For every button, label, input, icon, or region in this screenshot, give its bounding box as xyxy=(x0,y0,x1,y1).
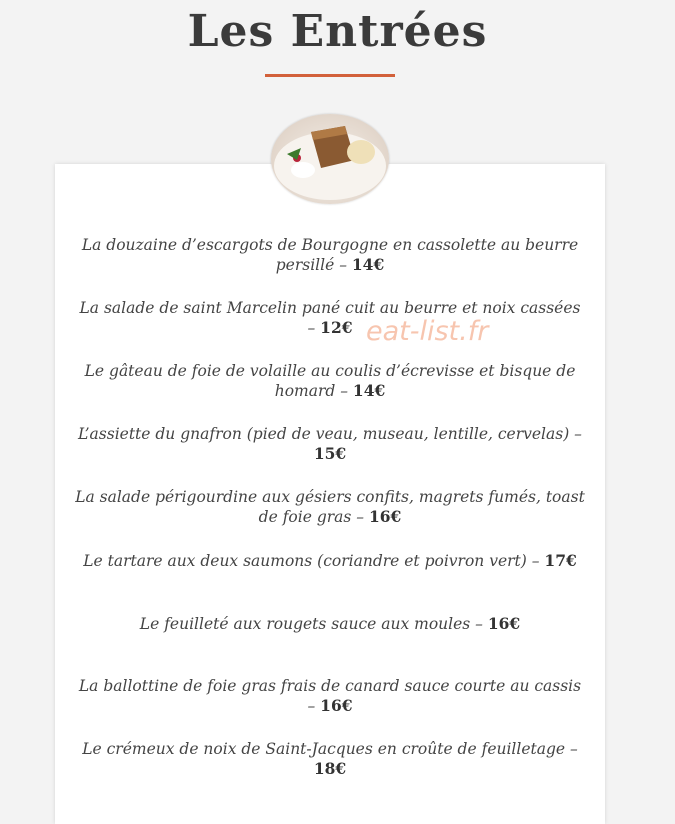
dish-name: La douzaine d’escargots de Bourgogne en cassolette au beurre persillé xyxy=(81,236,579,274)
dish-price: 16€ xyxy=(320,696,353,715)
menu-list xyxy=(75,236,585,803)
menu-item xyxy=(75,614,585,652)
menu-item xyxy=(75,362,585,400)
watermark: eat-list.fr xyxy=(366,316,489,347)
dish-name: La salade périgourdine aux gésiers confits, magrets fumés, toast de foie gras xyxy=(75,488,585,526)
dish-price: 18€ xyxy=(313,759,347,778)
price-separator: – xyxy=(335,382,353,400)
dish-name: La salade de saint Marcelin pané cuit au beurre et noix cassées xyxy=(79,299,581,317)
menu-item xyxy=(75,551,585,589)
dish-name: L’assiette du gnafron (pied de veau, museau, lentille, cervelas) xyxy=(78,425,570,443)
menu-item xyxy=(75,488,585,526)
dish-name: Le feuilleté aux rougets sauce aux moules xyxy=(139,615,471,633)
price-separator: – xyxy=(351,508,369,526)
price-separator: – xyxy=(334,256,352,274)
dish-photo xyxy=(271,114,389,204)
dish-name: La ballottine de foie gras frais de canard sauce courte au cassis xyxy=(78,677,582,695)
dish-name: Le gâteau de foie de volaille au coulis d’écrevisse et bisque de homard xyxy=(84,362,576,400)
dish-price: 12€ xyxy=(320,318,353,337)
menu-item xyxy=(75,425,585,463)
dish-price: 16€ xyxy=(368,507,402,526)
dish-price: 16€ xyxy=(487,614,521,633)
menu-item xyxy=(75,299,585,337)
price-separator: – xyxy=(569,425,582,443)
dish-price: 14€ xyxy=(352,381,386,400)
dish-price: 17€ xyxy=(544,551,577,570)
dish-name: Le tartare aux deux saumons (coriandre et poivron vert) xyxy=(83,552,527,570)
menu-item xyxy=(75,740,585,778)
page-title: Les Entrées xyxy=(187,6,488,57)
menu-card xyxy=(55,164,605,824)
price-separator: – xyxy=(307,697,321,715)
price-separator: – xyxy=(565,740,578,758)
menu-item xyxy=(75,677,585,715)
price-separator: – xyxy=(526,552,545,570)
dish-price: 14€ xyxy=(351,255,385,274)
dish-name: Le crémeux de noix de Saint-Jacques en croûte de feuilletage xyxy=(82,740,566,758)
price-separator: – xyxy=(307,319,321,337)
price-separator: – xyxy=(470,615,488,633)
title-underline xyxy=(265,74,395,77)
menu-item xyxy=(75,236,585,274)
dish-price: 15€ xyxy=(313,444,347,463)
